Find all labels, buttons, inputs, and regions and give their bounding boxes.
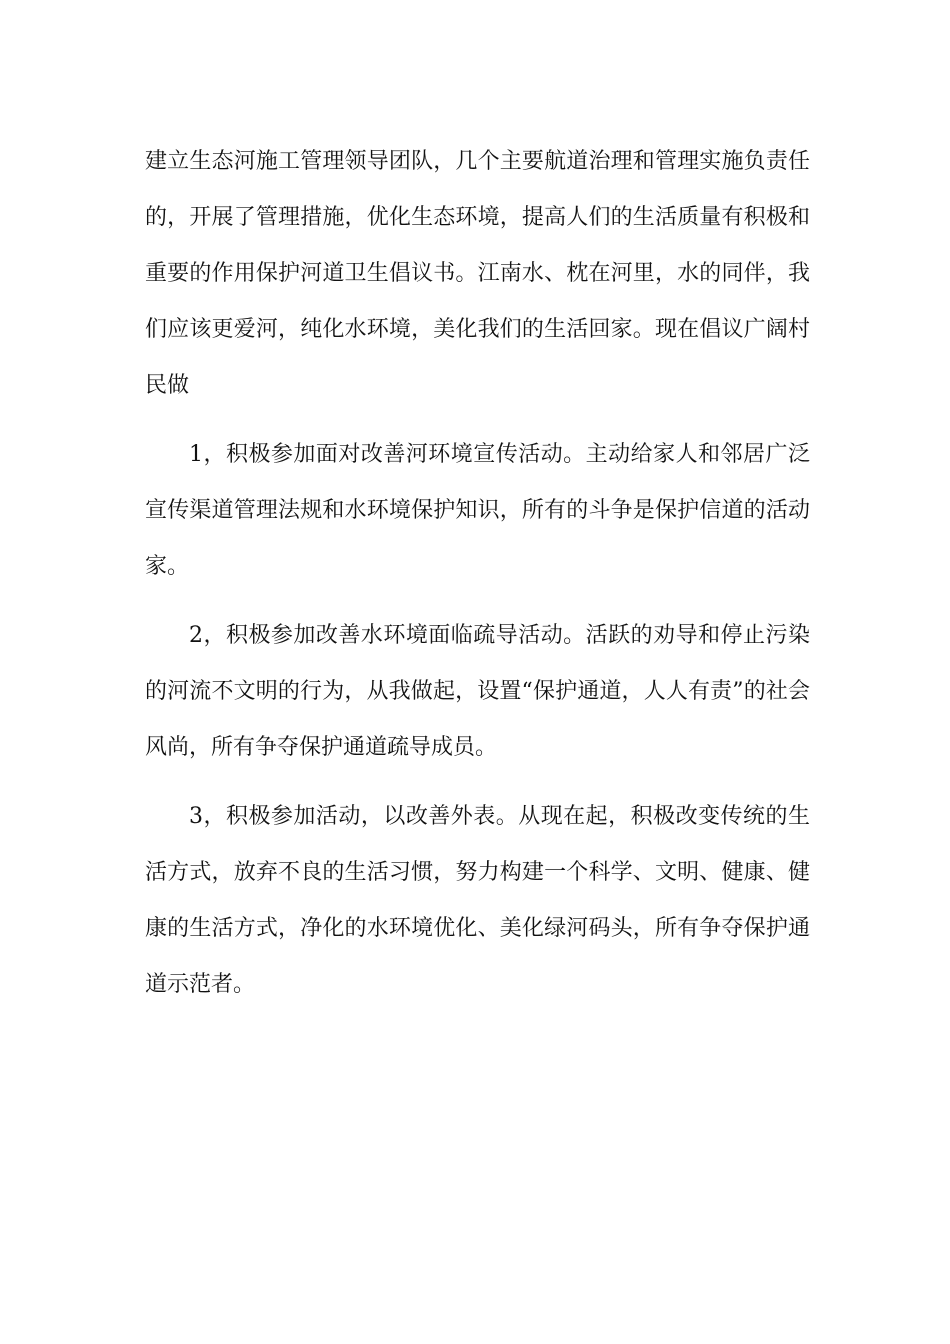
paragraph-item-2: 2，积极参加改善水环境面临疏导活动。活跃的劝导和停止污染的河流不文明的行为，从我做起，设置“保护通道，人人有责”的社会风尚，所有争夺保护通道疏导成员。 — [145, 623, 810, 760]
paragraph-item-3: 3，积极参加活动，以改善外表。从现在起，积极改变传统的生活方式，放弃不良的生活习惯，努力构建一个科学、文明、健康、健康的生活方式，净化的水环境优化、美化绿河码头，所有争夺保护通道示范者。 — [145, 804, 810, 997]
document-body — [145, 134, 810, 1013]
paragraph-intro: 建立生态河施工管理领导团队，几个主要航道治理和管理实施负责任的，开展了管理措施，优化生态环境，提高人们的生活质量有积极和重要的作用保护河道卫生倡议书。江南水、枕在河里，水的同伴，我们应该更爱河，纯化水环境，美化我们的生活回家。现在倡议广阔村民做 — [145, 149, 810, 398]
paragraph-item-1: 1，积极参加面对改善河环境宣传活动。主动给家人和邻居广泛宣传渠道管理法规和水环境保护知识，所有的斗争是保护信道的活动家。 — [145, 442, 810, 579]
